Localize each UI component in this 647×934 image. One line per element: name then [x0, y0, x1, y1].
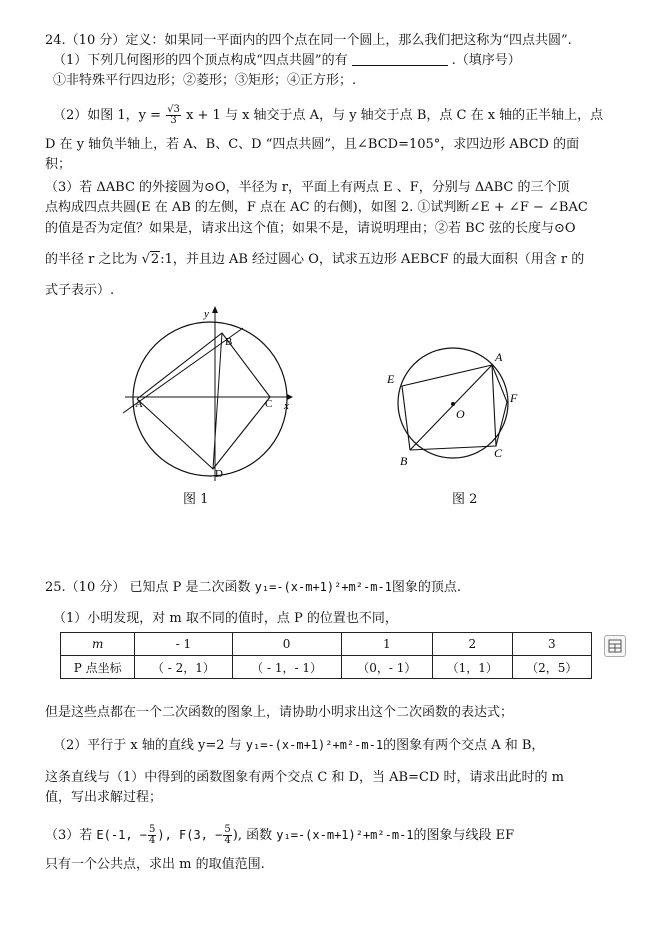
q25-line-7-mid: ), 函数: [232, 828, 273, 843]
q24-line-10-text: 的半径 r 之比为: [45, 252, 138, 267]
q24-line-6: 积；: [45, 157, 72, 172]
q24-line-9: 的值是否为定值？如果是，请求出这个值；如果不是，请说明理由；②若 BC 弦的长度与⊙O: [45, 221, 576, 236]
fig2-label-f: F: [510, 391, 518, 405]
q25-line-3: 但是这些点都在一个二次函数的图象上，请协助小明求出这个二次函数的表达式；: [45, 705, 514, 720]
figure-2-diagram: [380, 338, 530, 473]
fig2-outer-points: [402, 365, 507, 450]
q25-line-7-text: （3）若: [45, 828, 93, 843]
table-cell: （ - 1，- 1）: [232, 656, 341, 679]
q25-line-1: [45, 579, 461, 596]
q24-line-4: [53, 105, 603, 126]
fraction-numerator: 5: [149, 824, 156, 835]
fraction-denominator: 4: [224, 835, 231, 846]
table-cell: （0，- 1）: [341, 656, 432, 679]
sqrt3-over-3-fraction: [166, 105, 181, 126]
answer-blank: [352, 65, 448, 66]
fraction-denominator: 3: [170, 115, 177, 126]
q25-line-6: 值，写出求解过程；: [45, 790, 163, 805]
figure-1-diagram: [115, 303, 300, 483]
fraction-numerator: 5: [224, 824, 231, 835]
table-cell: P 点坐标: [61, 656, 135, 679]
q24-line-5: D 在 y 轴负半轴上，若 A、B、C、D “四点共圆”，且∠BCD=105°，求四边形 ABCD 的面: [45, 137, 580, 152]
table-cell: 2: [433, 633, 512, 656]
q24-line-2-tail: .（填序号）: [451, 53, 521, 68]
figure-1-caption: 图 1: [183, 492, 209, 507]
table-cell: 3: [512, 633, 591, 656]
fig2-label-a: A: [495, 350, 503, 364]
q25-line-4-tail: 的图象有两个交点 A 和 B，: [383, 738, 545, 753]
fig2-label-o: O: [456, 407, 465, 421]
fig1-quadrilateral: [137, 333, 273, 469]
fig1-label-d: D: [215, 468, 223, 480]
fig2-label-e: E: [387, 372, 395, 386]
fraction-denominator: 4: [149, 835, 156, 846]
q24-line-11: 式子表示）.: [45, 283, 115, 298]
table-cell: - 1: [135, 633, 232, 656]
q24-line-10-tail: :1，并且边 AB 经过圆心 O，试求五边形 AEBCF 的最大面积（用含 r 的: [160, 252, 585, 267]
fig1-diagonal-bd: [213, 333, 222, 469]
q25-line-5: 这条直线与（1）中得到的函数图象有两个交点 C 和 D，当 AB=CD 时，请求出此时的 m: [45, 770, 564, 785]
fig1-circle: [133, 322, 287, 476]
q24-line-4-tail: x + 1 与 x 轴交于点 A，与 y 轴交于点 B，点 C 在 x 轴的正半轴上，点: [186, 108, 604, 123]
q24-line-10: [45, 252, 584, 268]
fraction-numerator: √3: [167, 104, 180, 115]
table-header-row: [61, 633, 592, 656]
fig2-center-dot: [451, 402, 455, 406]
table-tool-icon[interactable]: [604, 635, 626, 657]
table-cell: （ - 2，1）: [135, 656, 232, 679]
table-cell: （1，1）: [433, 656, 512, 679]
fig1-label-c: C: [265, 398, 273, 410]
point-f-text: ), F(3, −: [157, 828, 223, 842]
fig1-label-x: x: [284, 400, 289, 412]
table-row: [61, 656, 592, 679]
q24-line-1: 24.（10 分）定义：如果同一平面内的四个点在同一个圆上，那么我们把这称为“四点共圆”.: [45, 33, 572, 48]
q24-line-2-text: （1）下列几何图形的四个顶点构成“四点共圆”的有: [53, 53, 348, 68]
function-expression: y₁=-(x-m+1)²+m²-m-1: [245, 738, 384, 752]
fig1-label-y: y: [204, 308, 209, 320]
function-expression: y₁=-(x-m+1)²+m²-m-1: [254, 580, 392, 594]
sqrt-sign: √: [141, 252, 150, 267]
fig2-triangle-abc: [410, 365, 496, 450]
point-e-text: E(-1, −: [96, 828, 147, 842]
table-cell: m: [61, 633, 135, 656]
vertex-table: [60, 632, 592, 679]
table-cell: （2，5）: [512, 656, 591, 679]
fig1-label-b: B: [225, 336, 233, 348]
grid-icon: [608, 639, 622, 653]
q24-line-2: [53, 53, 521, 69]
fig2-label-b: B: [400, 454, 408, 468]
point-e-fraction: [148, 825, 156, 846]
fig1-y-arrow: [212, 306, 218, 313]
q25-line-8: 只有一个公共点，求出 m 的取值范围.: [45, 857, 265, 872]
function-expression: y₁=-(x-m+1)²+m²-m-1: [276, 828, 414, 842]
q25-line-4-text: （2）平行于 x 轴的直线 y=2 与: [53, 738, 242, 753]
q25-line-4: [53, 737, 544, 754]
sqrt-radicand: 2: [150, 252, 160, 267]
fig1-label-a: A: [135, 398, 143, 410]
figure-2-caption: 图 2: [452, 492, 478, 507]
q25-line-7-tail: 的图象与线段 EF: [413, 828, 515, 843]
q24-line-7: （3）若 ΔABC 的外接圆为⊙O，半径为 r，平面上有两点 E 、F，分别与 ΔABC 的三个顶: [45, 180, 570, 195]
q25-line-7: [45, 825, 514, 846]
q25-line-2: （1）小明发现，对 m 取不同的值时，点 P 的位置也不同，: [53, 611, 398, 626]
q24-line-8: 点构成四点共圆(E 在 AB 的左侧，F 点在 AC 的右侧)，如图 2. ①试判断∠E + ∠F − ∠BAC: [45, 200, 588, 215]
fig2-label-c: C: [494, 446, 503, 460]
q24-line-3: ①非特殊平行四边形；②菱形；③矩形；④正方形；.: [53, 73, 357, 88]
q25-line-1-tail: 图象的顶点.: [391, 580, 462, 595]
table-cell: 0: [232, 633, 341, 656]
q24-line-4-text: （2）如图 1，y =: [53, 108, 162, 123]
table-cell: 1: [341, 633, 432, 656]
q25-line-1-text: 25.（10 分） 已知点 P 是二次函数: [45, 580, 251, 595]
point-f-fraction: [223, 825, 231, 846]
